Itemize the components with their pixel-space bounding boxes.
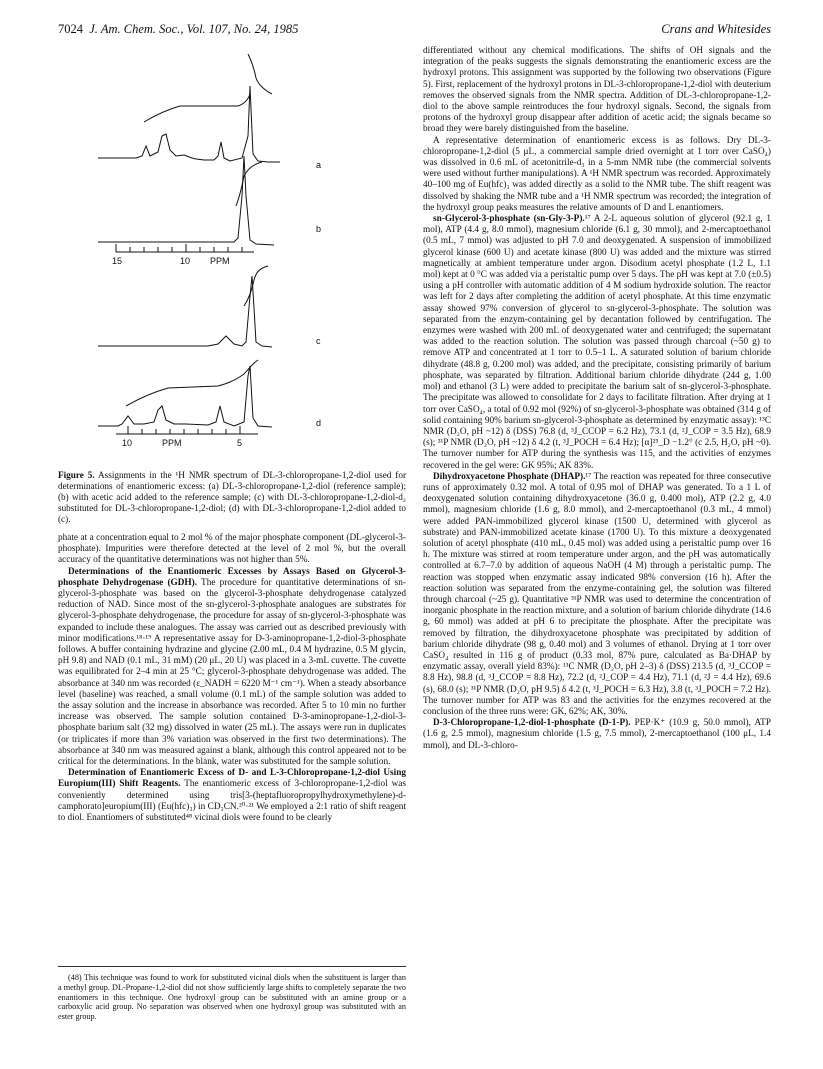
axis-b-label-15: 15 xyxy=(112,256,123,266)
paragraph xyxy=(423,718,771,752)
spectrum-a-integral-2 xyxy=(144,94,250,122)
axis-b-label-ppm: PPM xyxy=(210,256,230,266)
figure-caption xyxy=(58,470,406,525)
paragraph xyxy=(58,567,406,769)
axis-b-label-10: 10 xyxy=(180,256,191,266)
section-heading: D-3-Chloropropane-1,2-diol-1-phosphate (D-1-P). xyxy=(433,718,631,729)
section-heading: Determinations of the Enantiomeric Excesses by Assays Based on Glycerol-3-phosphate Dehydrogenase (GDH). xyxy=(58,566,406,588)
nmr-spectra-plot xyxy=(58,46,406,466)
paragraph xyxy=(423,472,771,718)
paragraph xyxy=(423,214,771,472)
running-header xyxy=(58,22,771,40)
footnote-text: (48) This technique was found to work for substituted vicinal diols when the substituent is larger than a methyl group. DL-Propane-1,2-diol did not show sufficiently large shifts to completely separate the two enantiomers in this technique. One hydroxyl group can be substituted with an amine group or a carboxylic acid group. No separation was observed when one hydroxyl group was substituted with an ester group. xyxy=(58,973,406,1022)
footnote xyxy=(58,966,406,1022)
panel-label-d: d xyxy=(316,418,322,428)
header-authors: Crans and Whitesides xyxy=(661,22,771,36)
axis-d-label-5: 5 xyxy=(237,438,243,448)
axis-b-ticks xyxy=(116,244,242,252)
section-heading: Dihydroxyacetone Phosphate (DHAP). xyxy=(433,471,586,482)
spectrum-b-trace xyxy=(98,156,274,245)
spectrum-c-trace xyxy=(98,276,272,347)
caption-label: Figure 5. xyxy=(58,470,95,480)
spectrum-b-integral xyxy=(236,162,262,206)
left-column xyxy=(58,46,406,824)
spectrum-c-integral xyxy=(244,266,268,306)
paragraph-text: ¹⁷ A 2-L aqueous solution of glycerol (92.1 g, 1 mol), ATP (4.4 g, 8.0 mmol), magnesium chloride (6.1 g, 30 mmol), and 2-mercaptoethanol (0.5 mL, 7 mmol) was adjusted to pH 7.0 and deoxygenated. A suspension of immobilized glycerol kinase (600 U) and acetate kinase (800 U) was added and the mixture was stirred magnetically at ambient temperature under argon. Disodium acetyl phosphate (1.2 L, 1.1 mol) kept at 0 °C was added via a peristaltic pump over 5 days. The pH was kept at 7.0 (±0.5) using a pH controller with automatic addition of 4 M sodium hydroxide solution. The reactor was left for 2 days after completing the addition of acetyl phosphate. At this time enzymatic assay showed 97% conversion of glycerol to sn-glycerol-3-phosphate. The solution was separated from the enzym-containing gel by decantation followed by centrifugation. The enzymes were washed with 200 mL of deoxygenated water and centrifuged; the supernatant was added to the reaction solution. The solution was passed through charcoal (~50 g) to remove ATP and concentrated at 1 torr to 0.5–1 L. A saturated solution of barium chloride dihydrate (48.8 g, 0.200 mol) was added, and the precipitate, consisting primarily of barium phosphate, was separated by filtration. Additional barium chloride dihydrate (244 g, 1.00 mol) and ethanol (3 L) were added to precipitate the barium salt of sn-glycerol-3-phosphate. The precipitate was allowed to consolidate for 2 days to facilitate filtration. After drying at 1 torr over CaSO₄, a total of 0.92 mol (92%) of sn-glycerol-3-phosphate was obtained (314 g of solid containing 90% barium sn-glycerol-3-phosphate as determined by enzymatic assay): ¹³C NMR (D₂O, pH ~12) δ (DSS) 76.8 (d, ³J_CCOP = 6.2 Hz), 73.1 (d, ²J_COP = 3.5 Hz), 68.9 (s); ³¹P NMR (D₂O, pH ~12) δ 4.2 (t, ³J_POCH = 6.4 Hz); [α]²⁵_D −1.2° (c 2.5, H₂O, pH ~0). The turnover number for ATP during the synthesis was 115, and the activities of enzymes recovered in the gel were: GK 95%; AK 83%. xyxy=(423,214,771,471)
spectrum-a-integral xyxy=(248,54,272,94)
paragraph-text: The procedure for quantitative determinations of sn-glycerol-3-phosphate was based on the glycerol-3-phosphate dehydrogenase catalyzed reduction of NAD. Since most of the sn-glycerol-3-phosphate analogues are substrates for glycerol-3-phosphate dehydrogenase, the procedure for assay of sn-glycerol-3-phosphate was expanded to include these analogues. The assay was carried out as described previously with minor modifications.¹⁸·¹⁹ A representative assay for D-3-aminopropane-1,2-diol-3-phosphate follows. A buffer containing hydrazine and glycine (2.00 mL, 0.4 M hydrazine, 0.5 M glycin, pH 9.8) and NAD (0.1 mL, 31 mM) (20 μL, 20 U) was placed in a 3-mL cuvette. The cuvette was equilibrated for 2–4 min at 25 °C; glycerol-3-phosphate dehydrogenase was added. The absorbance at 340 nm was recorded (ε_NADH = 6220 M⁻¹ cm⁻¹). When a steady absorbance level (baseline) was reached, a small volume (0.1 mL) of the sample solution was added to the assay solution and the increase in absorbance was recorded. After 5 to 10 min no further increase was observed. The sample solution contained D-3-aminopropane-1,2-diol-3-phosphate barium salt (32 mg) dissolved in water (25 mL). The assays were run in duplicates (or triplicates if more than 3% variation was observed in the first two determinations). The absorbance at 340 nm was measured against a blank, although this control appeared not to be critical for the determinations. In the blank, water was substituted for the sample solution. xyxy=(58,577,406,768)
axis-d-ticks xyxy=(128,426,240,434)
journal-citation: J. Am. Chem. Soc., Vol. 107, No. 24, 1985 xyxy=(89,22,299,36)
caption-text: Assignments in the ¹H NMR spectrum of DL-3-chloropropane-1,2-diol used for determinations of enantiomeric excess: (a) DL-3-chloropropane-1,2-diol (reference sample); (b) with acetic acid added to the reference sample; (c) with DL-3-chloropropane-1,2-diol-d₂ substituted for DL-3-chloropropane-1,2-diol; (d) with DL-3-chloropropane-1,2-diol added to (c). xyxy=(58,470,406,524)
panel-label-c: c xyxy=(316,336,321,346)
paragraph xyxy=(58,768,406,824)
spectrum-d-trace xyxy=(98,366,272,427)
axis-d-label-ppm: PPM xyxy=(162,438,182,448)
right-column xyxy=(423,46,771,752)
paragraph-text: PEP·K⁺ (10.9 g, 50.0 mmol), ATP (1.6 g, 2.5 mmol), magnesium chloride (1.5 g, 7.5 mmol), 2-mercaptoethanol (100 μL, 1.4 mmol), and DL-3-chloro- xyxy=(423,718,771,751)
paragraph-text: The enantiomeric excess of 3-chloropropane-1,2-diol was conveniently determined using tris[3-(heptafluoropropylhydroxymethylene)-d-camphorato]europium(III) (Eu(hfc)₃) in CD₃CN.²⁰·²¹ We employed a 2:1 ratio of shift reagent to diol. Enantiomers of substituted⁴⁸ vicinal diols were found to be clearly xyxy=(58,779,406,824)
paragraph-text: ¹⁷ The reaction was repeated for three consecutive runs of approximately 0.32 mol. A total of 0.95 mol of DHAP was generated. To a 1 L of deoxygenated solution containing dihydroxyacetone (36.0 g, 0.400 mol), ATP (2.2 g, 4.0 mmol), magnesium chloride (1.6 g, 8.0 mmol), and 2-mercaptoethanol (0.3 mL, 4 mmol) were added PAN-immobilized glycerol kinase (1500 U, determined with glycerol as substrate) and PAN-immobilized acetate kinase (1700 U). To this mixture a deoxygenated solution of acetyl phosphate (410 mL, 0.45 mol) was added using a peristaltic pump over 16 h. The mixture was stirred at room temperature under argon, and the pH was automatically controlled at 6.7–7.0 by addition of aqueous NaOH (4 M) through a peristaltic pump. The reaction was stopped when enzymatic assay indicated 98% conversion (16 h). After the reaction solution was separated from the enzyme-containing gel, the solution was filtered through charcoal (~25 g). Quantitative ³¹P NMR was used to determine the concentration of inorganic phosphate in the reaction mixture, and a solution of barium chloride dihydrate (14.6 g, 60 mmol) was added at pH 6 to precipitate the phosphate. After the precipitate was removed by filtration, the dihydroxyacetone phosphate was precipitated by addition of barium chloride dihydrate (98 g, 0.40 mol) and 3 volumes of ethanol. Drying at 1 torr over CaSO₄ resulted in 116 g of product (0.33 mol, 87% pure, calculated as Ba·DHAP by enzymatic assay, overall yield 83%): ¹³C NMR (D₂O, pH 2–3) δ (DSS) 213.5 (d, ³J_CCOP = 8.8 Hz), 98.8 (d, ³J_CCOP = 8.8 Hz), 72.2 (d, ²J_COP = 4.4 Hz), 71.1 (d, ²J = 4.4 Hz), 69.6 (s), 68.0 (s); ³¹P NMR (D₂O, pH 9.5) δ 4.2 (t, ³J_POCH = 6.3 Hz), 3.8 (t, ³J_POCH = 7.2 Hz). The turnover number for ATP was 83 and the activities for the enzymes recovered at the conclusion of the three runs were: GK, 62%; AK, 30%. xyxy=(423,471,771,717)
header-left xyxy=(58,22,298,37)
figure-5 xyxy=(58,46,406,466)
page-number: 7024 xyxy=(58,22,83,36)
panel-label-b: b xyxy=(316,224,322,234)
paragraph: differentiated without any chemical modifications. The shifts of OH signals and the integration of the peaks suggests the signals demonstrating the enantiomeric excess are the hydroxyl protons. This assignment was supported by the following two observations (Figure 5). First, replacement of the hydroxyl protons in DL-3-chloropropane-1,2-diol with deuterium removes the observed signals from the NMR spectra. Addition of DL-3-chloropropane-1,2-diol to the above sample reintroduces the four hydroxyl signals. Second, the signals from protons of the hydroxyl group disappear after addition of acetic acid; the signals became so broad they were barely distinguished from the baseline. xyxy=(423,46,771,135)
section-heading: Determination of Enantiomeric Excess of D- and L-3-Chloropropane-1,2-diol Using Europium(III) Shift Reagents. xyxy=(58,768,406,790)
panel-label-a: a xyxy=(316,160,322,170)
section-heading: sn-Glycerol-3-phosphate (sn-Gly-3-P). xyxy=(433,214,585,225)
paragraph: phate at a concentration equal to 2 mol % of the major phosphate component (DL-glycerol-3-phosphate). Impurities were therefore detected at the level of 2 mol %, but the overall accuracy of the quantitative determinations was not higher than 5%. xyxy=(58,533,406,566)
spectrum-d-integral xyxy=(126,360,258,406)
paragraph: A representative determination of enantiomeric excess is as follows. Dry DL-3-chloropropane-1,2-diol (5 μL, a commercial sample dried overnight at 1 torr over CaSO₄) was dissolved in 0.6 mL of acetonitrile-d₃ in a 5-mm NMR tube (the commercial solvents were used without further manipulations). A ¹H NMR spectrum was recorded. Approximately 40–100 mg of Eu(hfc)₃ was added directly as a solid to the NMR tube. The shift reagent was dissolved by shaking the NMR tube and a ¹H NMR spectrum was recorded; the integration of the hydroxyl group peaks measures the relative amounts of D and L enantiomers. xyxy=(423,135,771,213)
spectrum-a-trace xyxy=(98,86,280,162)
axis-d-label-10: 10 xyxy=(122,438,133,448)
